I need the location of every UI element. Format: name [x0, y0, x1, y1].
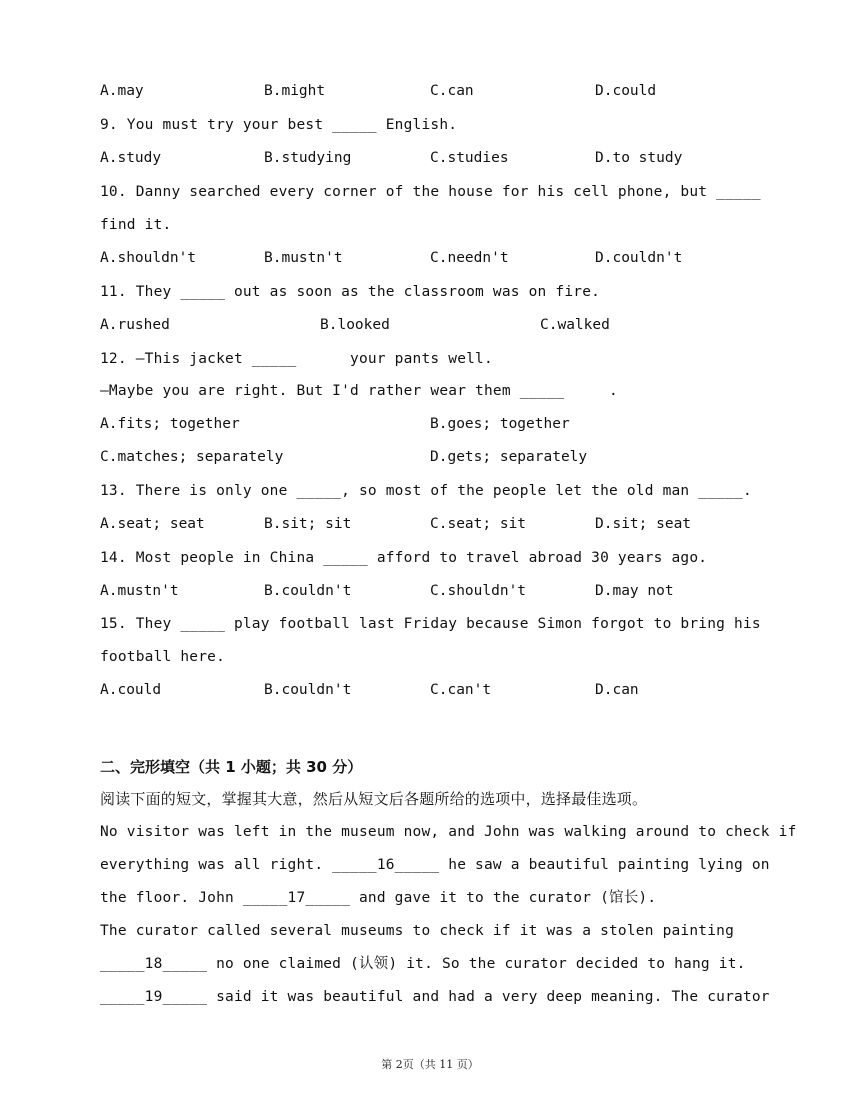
q9-stem: 9. You must try your best _____ English. [100, 117, 458, 133]
q14-stem: 14. Most people in China _____ afford to travel abroad 30 years ago. [100, 550, 708, 566]
q14-option-a: A.mustn't [100, 583, 179, 599]
q10-stem-line2: find it. [100, 217, 172, 233]
q10-option-d: D.couldn't [595, 250, 683, 266]
passage-line-5: _____18_____ no one claimed (认领) it. So the curator decided to hang it. [100, 956, 746, 972]
q13-option-a: A.seat; seat [100, 516, 205, 532]
q12-option-d: D.gets; separately [430, 449, 588, 465]
q13-option-b: B.sit; sit [264, 516, 352, 532]
section2-instruction: 阅读下面的短文，掌握其大意，然后从短文后各题所给的选项中，选择最佳选项。 [100, 790, 648, 808]
q13-stem: 13. There is only one _____, so most of the people let the old man _____. [100, 483, 752, 499]
section2-heading: 二、完形填空（共 1 小题；共 30 分） [100, 758, 363, 776]
q12-option-b: B.goes; together [430, 416, 570, 432]
q12-stem-line2: —Maybe you are right. But I'd rather wear them _____ . [100, 383, 618, 399]
q15-option-c: C.can't [430, 682, 492, 698]
q8-option-c: C.can [430, 83, 474, 99]
q15-stem-line2: football here. [100, 649, 226, 665]
q9-option-b: B.studying [264, 150, 352, 166]
q11-option-c: C.walked [540, 317, 610, 333]
q14-option-d: D.may not [595, 583, 674, 599]
passage-line-1: No visitor was left in the museum now, and John was walking around to check if [100, 824, 797, 840]
q15-option-a: A.could [100, 682, 162, 698]
q12-option-a: A.fits; together [100, 416, 240, 432]
q15-option-b: B.couldn't [264, 682, 352, 698]
q15-stem-line1: 15. They _____ play football last Friday because Simon forgot to bring his [100, 616, 761, 632]
q11-option-b: B.looked [320, 317, 390, 333]
q12-option-c: C.matches; separately [100, 449, 284, 465]
q13-option-c: C.seat; sit [430, 516, 527, 532]
q14-option-b: B.couldn't [264, 583, 352, 599]
q10-stem-line1: 10. Danny searched every corner of the house for his cell phone, but _____ [100, 184, 761, 200]
q9-option-d: D.to study [595, 150, 683, 166]
q8-option-a: A.may [100, 83, 144, 99]
page-footer: 第 2页（共 11 页） [381, 1058, 479, 1071]
q11-option-a: A.rushed [100, 317, 170, 333]
passage-line-3: the floor. John _____17_____ and gave it to the curator (馆长). [100, 890, 657, 906]
passage-line-4: The curator called several museums to check if it was a stolen painting [100, 923, 735, 939]
q8-option-d: D.could [595, 83, 657, 99]
q14-option-c: C.shouldn't [430, 583, 527, 599]
q10-option-b: B.mustn't [264, 250, 343, 266]
q10-option-c: C.needn't [430, 250, 509, 266]
q9-option-a: A.study [100, 150, 162, 166]
q9-option-c: C.studies [430, 150, 509, 166]
passage-line-2: everything was all right. _____16_____ he saw a beautiful painting lying on [100, 857, 770, 873]
q13-option-d: D.sit; seat [595, 516, 692, 532]
passage-line-6: _____19_____ said it was beautiful and had a very deep meaning. The curator [100, 989, 770, 1005]
q15-option-d: D.can [595, 682, 639, 698]
q8-option-b: B.might [264, 83, 326, 99]
q11-stem: 11. They _____ out as soon as the classroom was on fire. [100, 284, 601, 300]
q12-stem-line1: 12. —This jacket _____ your pants well. [100, 351, 493, 367]
q10-option-a: A.shouldn't [100, 250, 197, 266]
